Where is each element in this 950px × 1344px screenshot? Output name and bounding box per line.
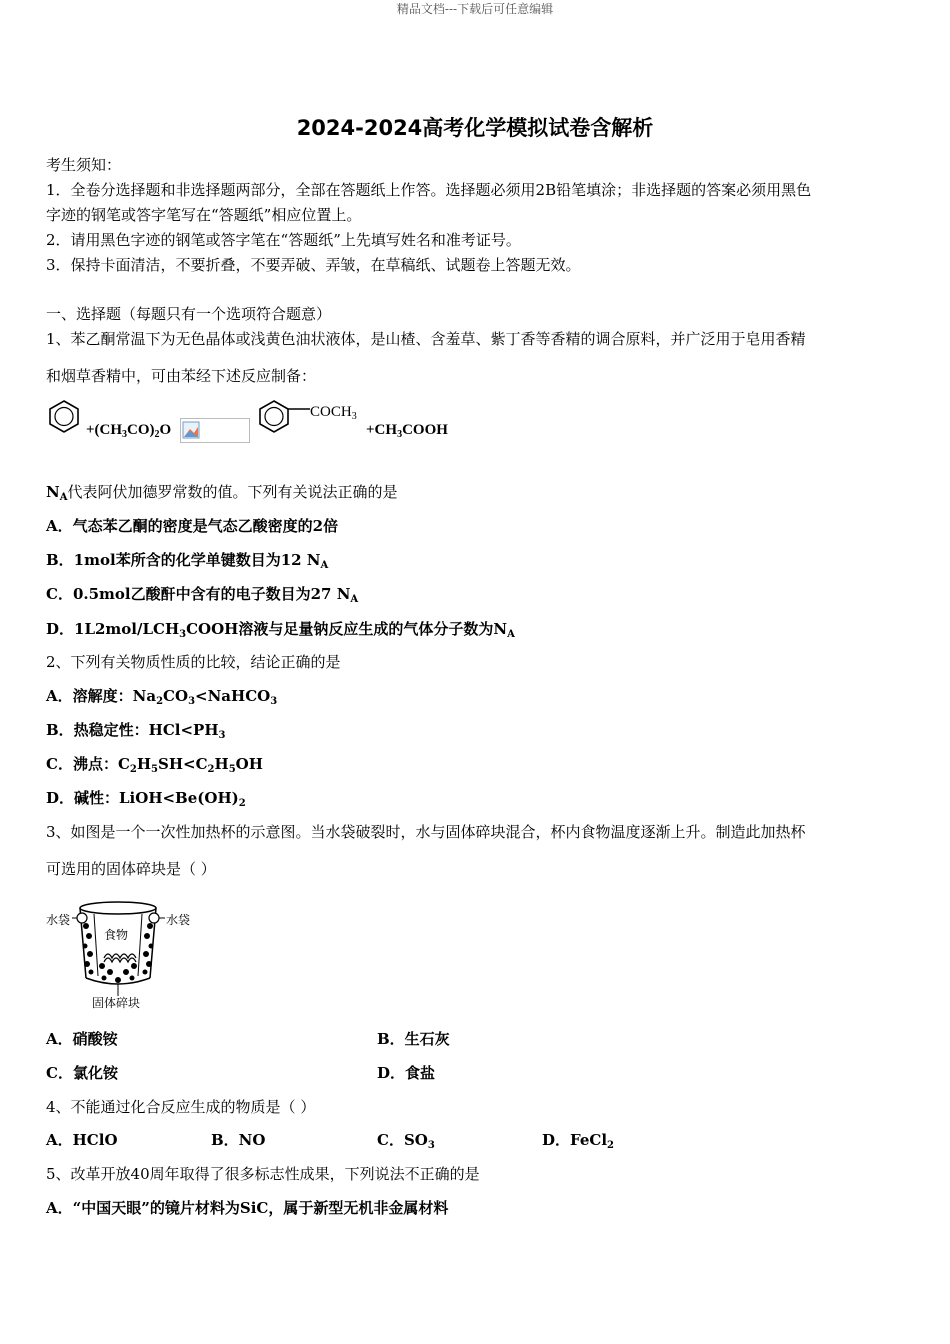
- q1-stem: 1、苯乙酮常温下为无色晶体或浅黄色油状液体，是山楂、含羞草、紫丁香等香精的调合原料，并广泛用于皂用香精: [46, 330, 806, 348]
- q3-stem: 3、如图是一个一次性加热杯的示意图。当水袋破裂时，水与固体碎块混合，杯内食物温度逐渐上升。制造此加热杯: [46, 823, 806, 841]
- heating-cup-diagram: [46, 896, 196, 1011]
- broken-image-icon: [182, 421, 200, 439]
- page-header: 精品文档---下载后可任意编辑: [396, 2, 554, 16]
- q5-option-a[interactable]: A．“中国天眼”的镜片材料为SiC，属于新型无机非金属材料: [46, 1199, 449, 1217]
- q1-na-line: $N_A$代表阿伏加德罗常数的值。下列有关说法正确的是: [46, 483, 398, 503]
- q1-stem: 和烟草香精中，可由苯经下述反应制备：: [46, 367, 317, 385]
- q1-option-c[interactable]: C．0.5mol乙酸酐中含有的电子数目为27 $N_A$: [46, 585, 359, 605]
- q4-option-a[interactable]: A．HClO: [46, 1131, 118, 1149]
- acetophenone-ring-icon: [256, 398, 312, 434]
- q3-stem: 可选用的固体碎块是（ ）: [46, 860, 216, 878]
- reactant-anhydride: $+(CH_3CO)_2O$: [86, 422, 172, 440]
- q4-option-d[interactable]: D．FeCl$_2$: [542, 1131, 614, 1151]
- q1-option-a[interactable]: A．气态苯乙酮的密度是气态乙酸密度的2倍: [46, 517, 339, 535]
- q5-stem: 5、改革开放40周年取得了很多标志性成果，下列说法不正确的是: [46, 1165, 480, 1183]
- byproduct: $+CH_3COOH$: [366, 422, 448, 440]
- notice-heading: 考生须知：: [46, 156, 122, 174]
- page-title: 2024-2024高考化学模拟试卷含解析: [296, 116, 654, 140]
- notice-item: 3．保持卡面清洁，不要折叠，不要弄破、弄皱，在草稿纸、试题卷上答题无效。: [46, 256, 581, 274]
- q2-option-b[interactable]: B．热稳定性：$HCl<PH_3$: [46, 721, 226, 741]
- notice-item: 字迹的钢笔或答字笔写在“答题纸”相应位置上。: [46, 206, 362, 224]
- q3-option-c[interactable]: C．氯化铵: [46, 1064, 118, 1082]
- broken-image-arrow: [180, 418, 250, 443]
- q1-option-d[interactable]: D．$1L2mol/LCH_3COOH$溶液与足量钠反应生成的气体分子数为$N_A$: [46, 620, 515, 640]
- q2-stem: 2、下列有关物质性质的比较，结论正确的是: [46, 653, 341, 671]
- q3-option-a[interactable]: A．硝酸铵: [46, 1030, 118, 1048]
- product-group: $COCH_3$: [310, 404, 357, 422]
- q2-option-d[interactable]: D．碱性：$LiOH<Be(OH)_2$: [46, 789, 246, 809]
- notice-item: 2．请用黑色字迹的钢笔或答字笔在“答题纸”上先填写姓名和准考证号。: [46, 231, 521, 249]
- notice-item: 1．全卷分选择题和非选择题两部分，全部在答题纸上作答。选择题必须用2B铅笔填涂；非选择题的答案必须用黑色: [46, 181, 812, 199]
- label-solid-pieces: 固体碎块: [92, 996, 141, 1010]
- q4-option-c[interactable]: C．$SO_3$: [377, 1131, 435, 1151]
- label-water-bag-left: 水袋: [46, 913, 71, 927]
- label-water-bag-right: 水袋: [166, 913, 191, 927]
- q4-option-b[interactable]: B．NO: [211, 1131, 266, 1149]
- q3-option-b[interactable]: B．生石灰: [377, 1030, 450, 1048]
- benzene-ring-icon: [46, 398, 82, 434]
- q1-option-b[interactable]: B．1mol苯所含的化学单键数目为12 $N_A$: [46, 551, 329, 571]
- q2-option-c[interactable]: C．沸点：$C_2H_5SH<C_2H_5OH$: [46, 755, 263, 775]
- section-heading: 一、选择题（每题只有一个选项符合题意）: [46, 305, 332, 323]
- q3-option-d[interactable]: D．食盐: [377, 1064, 436, 1082]
- q4-stem: 4、不能通过化合反应生成的物质是（ ）: [46, 1098, 316, 1116]
- q2-option-a[interactable]: A．溶解度：$Na_2CO_3<NaHCO_3$: [46, 687, 278, 707]
- label-food: 食物: [104, 928, 129, 942]
